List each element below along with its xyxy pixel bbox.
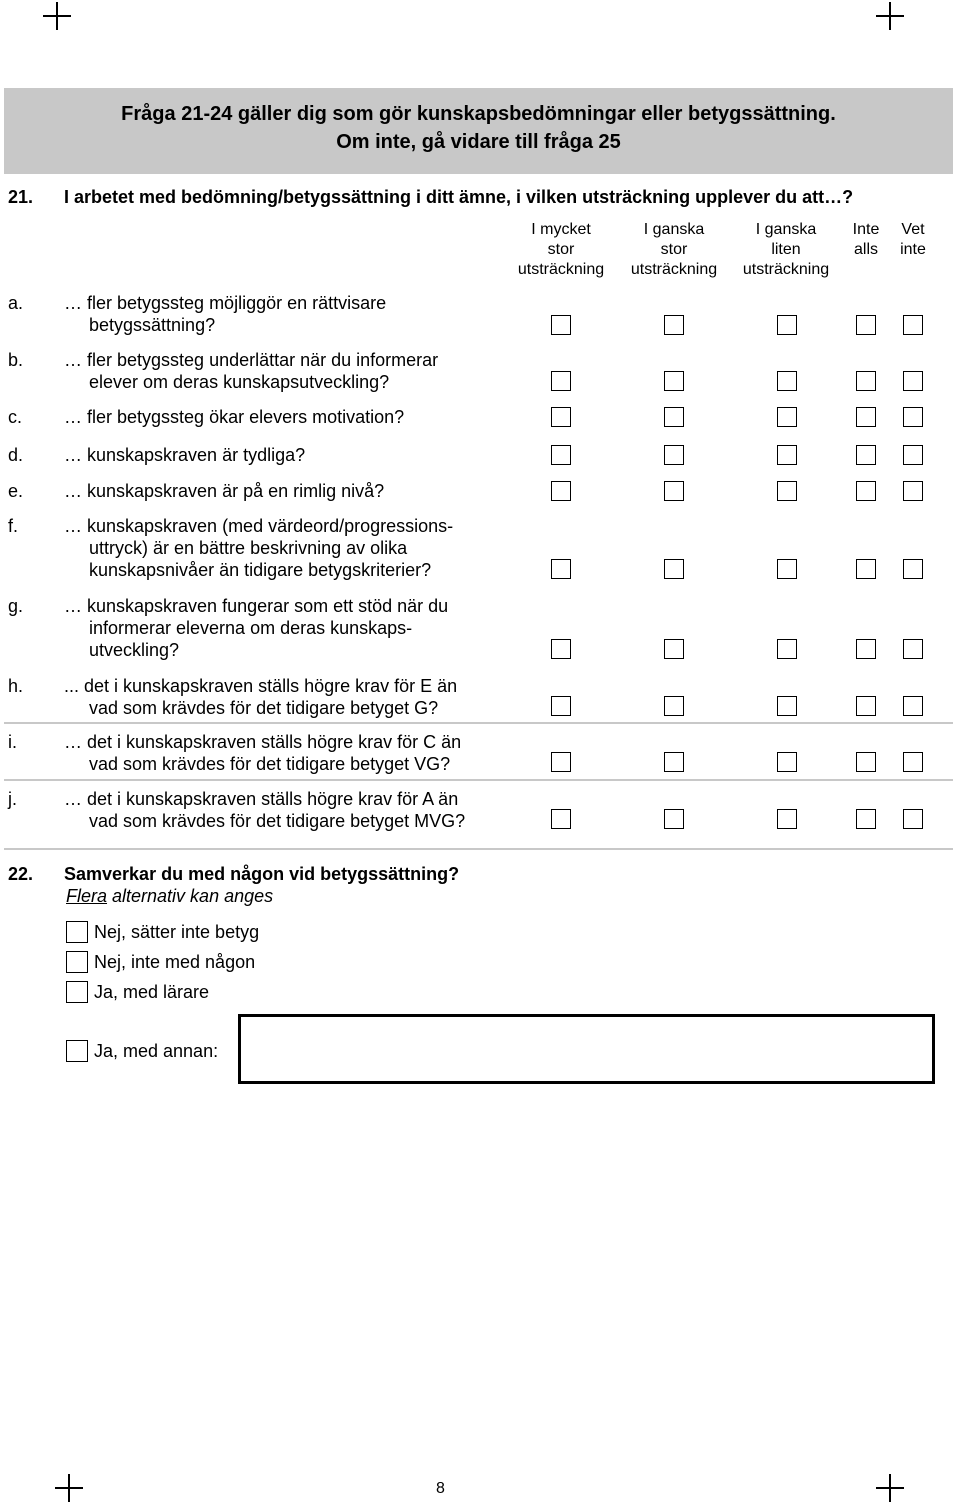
other-text-field[interactable] [238, 1014, 935, 1084]
checkbox-a-4[interactable] [856, 315, 876, 335]
checkbox-i-1[interactable] [551, 752, 571, 772]
checkbox-b-1[interactable] [551, 371, 571, 391]
checkbox-h-1[interactable] [551, 696, 571, 716]
checkbox-f-4[interactable] [856, 559, 876, 579]
item-text: … fler betygssteg möjliggör en rättvisare betygssättning? [64, 293, 387, 335]
item-letter: f. [8, 516, 19, 536]
checkbox-h-4[interactable] [856, 696, 876, 716]
item-letter: c. [8, 407, 23, 427]
item-letter: a. [8, 293, 24, 313]
checkbox-g-1[interactable] [551, 639, 571, 659]
checkbox-c-4[interactable] [856, 407, 876, 427]
checkbox-h-5[interactable] [903, 696, 923, 716]
checkbox-c-2[interactable] [664, 407, 684, 427]
checkbox-e-5[interactable] [903, 481, 923, 501]
item-letter: b. [8, 350, 24, 370]
column-header: I mycket stor utsträckning [517, 221, 605, 278]
question-number: 22. [8, 864, 34, 884]
question-text: I arbetet med bedömning/betygssättning i ditt ämne, i vilken utsträckning upplever du att…? [64, 187, 854, 207]
column-header: I ganska liten utsträckning [742, 221, 830, 278]
column-header: Inte alls [852, 221, 880, 258]
divider [4, 722, 953, 724]
checkbox-a-3[interactable] [777, 315, 797, 335]
checkbox-b-4[interactable] [856, 371, 876, 391]
option-label: Ja, med annan: [94, 1041, 219, 1061]
page-number: 8 [436, 1480, 445, 1497]
checkbox-i-4[interactable] [856, 752, 876, 772]
item-letter: e. [8, 481, 24, 501]
item-text: ... det i kunskapskraven ställs högre krav för E än vad som krävdes för det tidigare betyget G? [64, 676, 458, 718]
checkbox-j-2[interactable] [664, 809, 684, 829]
registration-mark [55, 1474, 83, 1502]
column-header: Vet inte [900, 221, 926, 258]
checkbox-d-5[interactable] [903, 445, 923, 465]
item-letter: i. [8, 732, 17, 752]
item-text: … det i kunskapskraven ställs högre krav för A än vad som krävdes för det tidigare betyget MVG? [64, 789, 466, 831]
registration-mark [876, 1474, 904, 1502]
checkbox-e-4[interactable] [856, 481, 876, 501]
item-text: … kunskapskraven är tydliga? [64, 445, 306, 465]
checkbox-a-5[interactable] [903, 315, 923, 335]
checkbox-b-5[interactable] [903, 371, 923, 391]
item-letter: g. [8, 596, 24, 616]
checkbox-b-3[interactable] [777, 371, 797, 391]
question-hint: Flera alternativ kan anges [66, 886, 274, 906]
checkbox-h-2[interactable] [664, 696, 684, 716]
checkbox-d-1[interactable] [551, 445, 571, 465]
checkbox-g-4[interactable] [856, 639, 876, 659]
checkbox-j-1[interactable] [551, 809, 571, 829]
item-text: … kunskapskraven fungerar som ett stöd när du informerar eleverna om deras kunskaps- utveckling? [64, 596, 449, 660]
item-letter: h. [8, 676, 24, 696]
checkbox-j-4[interactable] [856, 809, 876, 829]
option-label: Ja, med lärare [94, 982, 210, 1002]
question-text: Samverkar du med någon vid betygssättning? [64, 864, 460, 884]
checkbox-a-1[interactable] [551, 315, 571, 335]
checkbox-nej-satter-inte-betyg[interactable] [66, 921, 88, 943]
divider [4, 848, 953, 850]
checkbox-e-1[interactable] [551, 481, 571, 501]
checkbox-i-3[interactable] [777, 752, 797, 772]
item-text: … fler betygssteg underlättar när du informerar elever om deras kunskapsutveckling? [64, 350, 439, 392]
checkbox-c-3[interactable] [777, 407, 797, 427]
option-label: Nej, sätter inte betyg [94, 922, 260, 942]
checkbox-f-1[interactable] [551, 559, 571, 579]
item-text: … kunskapskraven (med värdeord/progressions- uttryck) är en bättre beskrivning av olika kunskapsnivåer än tidigare betygskriterier? [64, 516, 454, 580]
question-number: 21. [8, 187, 34, 207]
checkbox-ja-med-annan[interactable] [66, 1040, 88, 1062]
checkbox-nej-inte-med-nagon[interactable] [66, 951, 88, 973]
item-text: … det i kunskapskraven ställs högre krav för C än vad som krävdes för det tidigare betyget VG? [64, 732, 462, 774]
checkbox-c-5[interactable] [903, 407, 923, 427]
checkbox-j-5[interactable] [903, 809, 923, 829]
checkbox-e-2[interactable] [664, 481, 684, 501]
banner-line-1: Fråga 21-24 gäller dig som gör kunskapsbedömningar eller betygssättning. [121, 103, 836, 125]
checkbox-j-3[interactable] [777, 809, 797, 829]
option-label: Nej, inte med någon [94, 952, 256, 972]
item-letter: j. [8, 789, 17, 809]
checkbox-g-5[interactable] [903, 639, 923, 659]
checkbox-g-3[interactable] [777, 639, 797, 659]
banner-line-2: Om inte, gå vidare till fråga 25 [336, 131, 621, 153]
checkbox-g-2[interactable] [664, 639, 684, 659]
section-banner [4, 88, 953, 174]
item-text: … kunskapskraven är på en rimlig nivå? [64, 481, 385, 501]
checkbox-h-3[interactable] [777, 696, 797, 716]
checkbox-e-3[interactable] [777, 481, 797, 501]
checkbox-i-5[interactable] [903, 752, 923, 772]
checkbox-b-2[interactable] [664, 371, 684, 391]
checkbox-i-2[interactable] [664, 752, 684, 772]
checkbox-d-3[interactable] [777, 445, 797, 465]
checkbox-f-5[interactable] [903, 559, 923, 579]
checkbox-f-3[interactable] [777, 559, 797, 579]
checkbox-a-2[interactable] [664, 315, 684, 335]
checkbox-c-1[interactable] [551, 407, 571, 427]
checkbox-f-2[interactable] [664, 559, 684, 579]
item-letter: d. [8, 445, 24, 465]
checkbox-d-2[interactable] [664, 445, 684, 465]
registration-mark [43, 2, 71, 30]
item-text: … fler betygssteg ökar elevers motivation? [64, 407, 405, 427]
column-header: I ganska stor utsträckning [630, 221, 718, 278]
registration-mark [876, 2, 904, 30]
checkbox-ja-med-larare[interactable] [66, 981, 88, 1003]
checkbox-d-4[interactable] [856, 445, 876, 465]
divider [4, 779, 953, 781]
